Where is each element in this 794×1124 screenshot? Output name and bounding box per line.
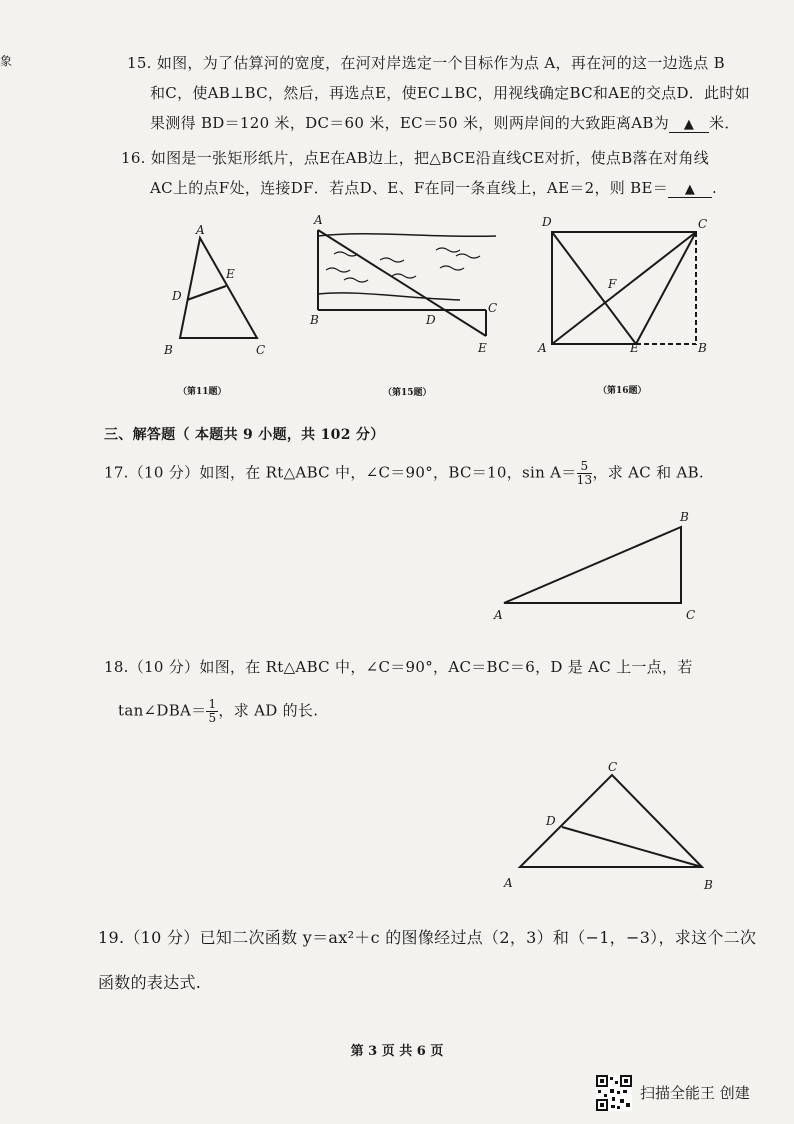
q16-blank-marker: ▲ — [684, 182, 696, 197]
fig18-label-b: B — [704, 878, 713, 892]
fig16-label-e: E — [630, 341, 639, 355]
q17-line — [104, 460, 704, 487]
q18-fraction-den: 5 — [208, 711, 217, 725]
fig15-wave — [456, 254, 480, 258]
qr-code-icon — [596, 1075, 632, 1111]
fig18-segment-db — [562, 827, 702, 867]
fig18-label-a: A — [504, 876, 513, 890]
q17-text-post: ，求 AC 和 AB. — [592, 463, 704, 482]
scanner-watermark: 扫描全能王 创建 — [640, 1084, 750, 1102]
q16-line1: 16. 如图是一张矩形纸片，点E在AB边上，把△BCE沿直线CE对折，使点B落在对角线 — [121, 149, 710, 167]
fig15-label-b: B — [310, 313, 319, 327]
fig11-label-b: B — [164, 343, 173, 357]
fig15-wave — [436, 248, 460, 252]
fig16-label-c: C — [698, 217, 708, 231]
q15-line3-pre: 果测得 BD＝120 米，DC＝60 米，EC＝50 米，则两岸间的大致距离AB为 — [150, 114, 670, 132]
fig18-label-c: C — [608, 760, 618, 774]
fig11-segment-de — [187, 286, 226, 300]
figure-17 — [490, 505, 710, 630]
q17-fraction — [577, 460, 593, 487]
q15-answer-blank — [669, 114, 709, 133]
fig16-label-d: D — [542, 215, 552, 229]
fig11-label-c: C — [256, 343, 266, 357]
figure-18 — [496, 755, 726, 895]
fig11-label-e: E — [226, 267, 235, 281]
q18-fraction — [206, 698, 218, 725]
fig18-label-d: D — [546, 814, 556, 828]
margin-character: 象 — [0, 54, 13, 68]
fig16-label-a: A — [538, 341, 547, 355]
q15-line3 — [150, 112, 740, 133]
fig15-label-c: C — [488, 301, 498, 315]
figure-15 — [300, 210, 510, 360]
section3-title: 三、解答题（ 本题共 9 小题，共 102 分） — [104, 427, 385, 443]
fig11-label-a: A — [196, 223, 205, 237]
fig17-label-a: A — [494, 608, 503, 622]
fig15-label-e: E — [478, 341, 487, 355]
q19-line1: 19.（10 分）已知二次函数 y＝ax²＋c 的图像经过点（2，3）和（−1，−3），求这个二次 — [98, 928, 757, 947]
fig15-line-ae — [318, 230, 486, 336]
q19-line2: 函数的表达式. — [98, 973, 202, 992]
fig15-near-bank — [318, 293, 460, 300]
fig15-far-bank — [318, 234, 496, 237]
figure-11 — [160, 220, 280, 360]
fig11-label-d: D — [172, 289, 182, 303]
q15-line3-post: 米． — [709, 114, 740, 132]
q18-line2-pre: tan∠DBA＝ — [118, 701, 207, 720]
q18-line2 — [118, 698, 318, 725]
fig11-caption: （第11题） — [178, 387, 227, 397]
fig15-label-d: D — [426, 313, 436, 327]
fig17-label-b: B — [680, 510, 689, 524]
fig17-triangle — [504, 527, 681, 603]
fig15-wave — [440, 266, 464, 270]
fig16-caption: （第16题） — [598, 386, 647, 396]
q17-fraction-den: 13 — [576, 473, 593, 487]
q17-text-pre: 17.（10 分）如图，在 Rt△ABC 中，∠C＝90°，BC＝10，sin A＝ — [104, 463, 577, 482]
q16-line2-pre: AC上的点F处，连接DF．若点D、E、F在同一条直线上，AE＝2，则 BE＝ — [150, 179, 669, 197]
fig15-caption: （第15题） — [383, 388, 432, 398]
fig16-line-ce — [636, 232, 696, 344]
fig15-wave — [392, 274, 416, 278]
q16-line2 — [150, 177, 717, 198]
page-footer: 第 3 页 共 6 页 — [350, 1044, 444, 1059]
fig17-label-c: C — [686, 608, 696, 622]
q17-fraction-num: 5 — [577, 460, 593, 474]
fig15-wave — [326, 268, 350, 272]
q18-line1: 18.（10 分）如图，在 Rt△ABC 中，∠C＝90°，AC＝BC＝6，D 是 AC 上一点，若 — [104, 658, 693, 676]
fig16-label-f: F — [608, 277, 617, 291]
fig15-wave — [344, 278, 368, 282]
fig16-label-b: B — [698, 341, 707, 355]
q18-line2-post: ，求 AD 的长. — [218, 701, 319, 720]
q15-line1: 15. 如图，为了估算河的宽度，在河对岸选定一个目标作为点 A，再在河的这一边选点 B — [127, 54, 725, 72]
q16-line2-post: . — [712, 179, 718, 197]
fig15-wave — [380, 258, 404, 262]
q18-fraction-num: 1 — [208, 697, 217, 711]
q15-line2: 和C，使AB⊥BC，然后，再选点E，使EC⊥BC，用视线确定BC和AE的交点D．此时如 — [150, 84, 750, 102]
figure-16 — [530, 210, 730, 360]
q15-blank-marker: ▲ — [683, 117, 695, 132]
q16-answer-blank — [668, 179, 712, 198]
fig15-label-a: A — [314, 213, 323, 227]
